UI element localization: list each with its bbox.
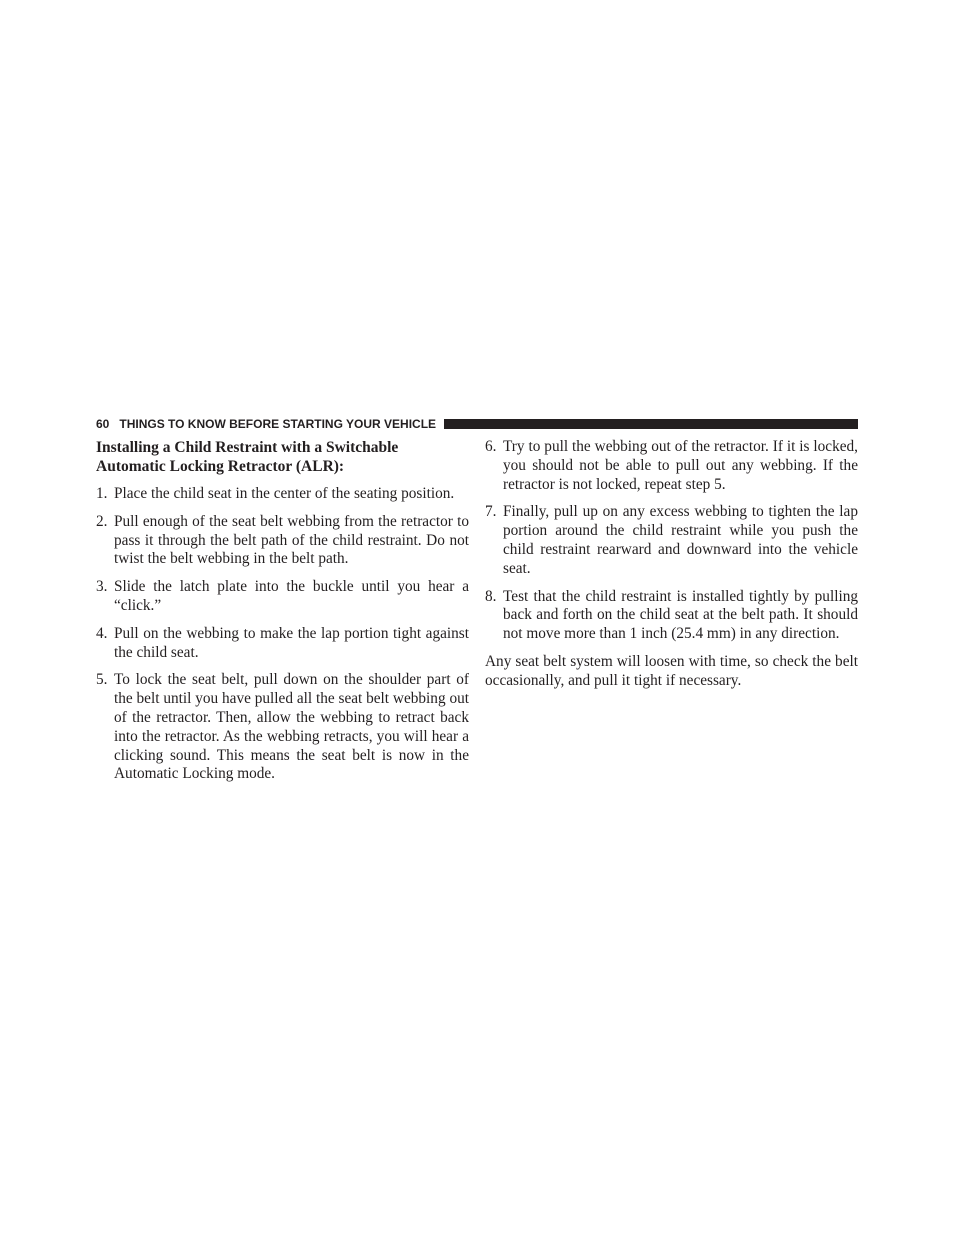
step-text: Try to pull the webbing out of the retractor. If it is locked, you should not be able to pull out any webbing. If the retractor is not locked, repeat step 5.: [503, 438, 858, 493]
steps-list-left: [96, 485, 469, 784]
header-rule: [444, 419, 858, 429]
step-text: To lock the seat belt, pull down on the shoulder part of the belt until you have pulled all the seat belt webbing out of the retractor. Then, allow the webbing to retract back into the retractor. As the webbing retracts, you will hear a clicking sound. This means the seat belt is now in the Automatic Locking mode.: [114, 671, 469, 783]
steps-list-right: [485, 438, 858, 644]
step-number: 1.: [96, 485, 108, 502]
list-item: [96, 671, 469, 784]
step-text: Finally, pull up on any excess webbing to tighten the lap portion around the child restraint while you push the child restraint rearward and downward into the vehicle seat.: [503, 503, 858, 577]
list-item: [96, 625, 469, 663]
list-item: [96, 513, 469, 569]
step-number: 8.: [485, 587, 497, 605]
section-heading: Installing a Child Restraint with a Switchable Automatic Locking Retractor (ALR):: [96, 439, 399, 475]
section-title: THINGS TO KNOW BEFORE STARTING YOUR VEHICLE: [119, 417, 437, 431]
page-header: [96, 417, 858, 431]
list-item: [485, 588, 858, 644]
page-number: 60: [96, 417, 110, 431]
list-item: [485, 438, 858, 494]
closing-paragraph: Any seat belt system will loosen with time, so check the belt occasionally, and pull it tight if necessary.: [485, 652, 858, 689]
step-number: 5.: [96, 671, 108, 689]
step-text: Pull enough of the seat belt webbing from the retractor to pass it through the belt path of the child restraint. Do not twist the belt webbing in the belt path.: [114, 512, 469, 568]
list-item: [485, 503, 858, 578]
step-number: 4.: [96, 624, 108, 642]
step-number: 3.: [96, 578, 108, 596]
step-text: Pull on the webbing to make the lap portion tight against the child seat.: [114, 624, 469, 661]
step-number: 2.: [96, 512, 108, 530]
list-item: [96, 578, 469, 616]
step-text: Slide the latch plate into the buckle until you hear a “click.”: [114, 578, 469, 614]
step-number: 6.: [485, 438, 497, 455]
right-column: [485, 438, 858, 691]
step-text: Test that the child restraint is installed tightly by pulling back and forth on the child seat at the belt path. It should not move more than 1 inch (25.4 mm) in any direction.: [503, 587, 858, 643]
list-item: [96, 485, 469, 504]
step-number: 7.: [485, 503, 497, 521]
left-column: [96, 438, 469, 793]
step-text: Place the child seat in the center of the seating position.: [114, 485, 455, 502]
